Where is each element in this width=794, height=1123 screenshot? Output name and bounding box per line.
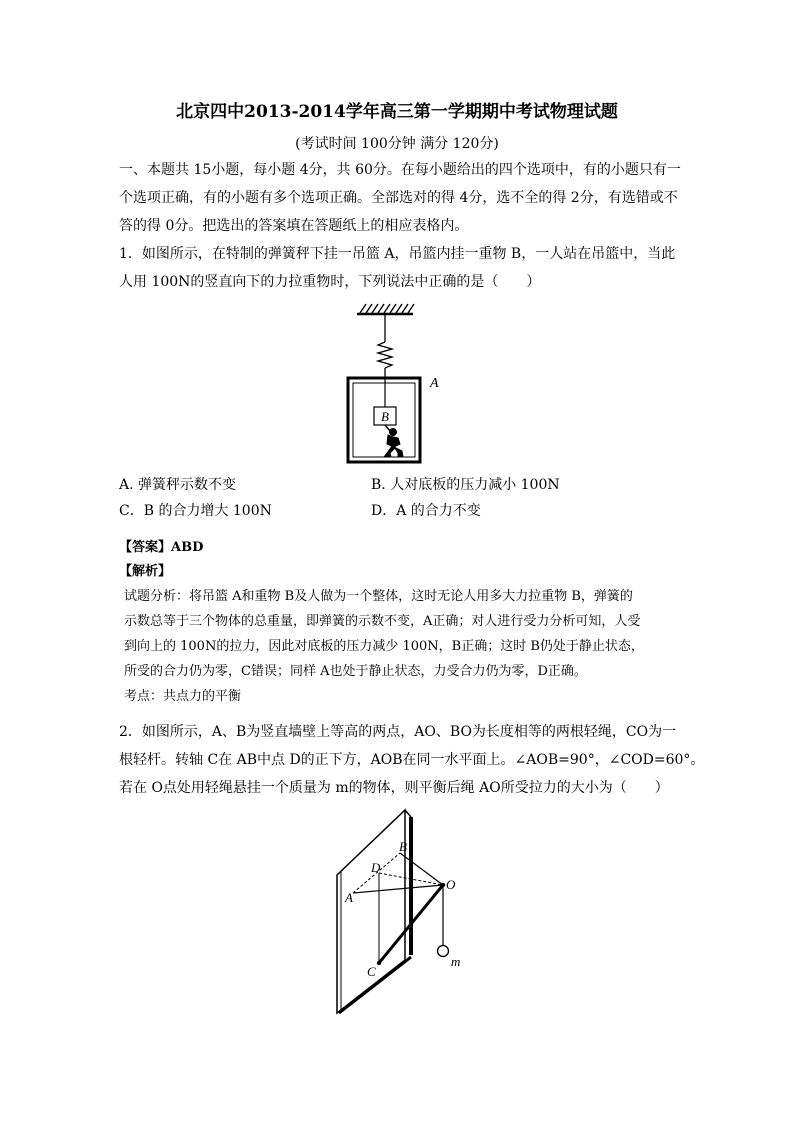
label-a: A (345, 890, 353, 905)
option-a: A. 弹簧秤示数不变 (119, 477, 237, 493)
analysis-line2: 示数总等于三个物体的总重量，即弹簧的示数不变，A正确；对人进行受力分析可知，人受 (124, 614, 641, 629)
analysis-heading: 【解析】 (119, 564, 172, 579)
figure-1-spring-basket (340, 298, 460, 468)
option-c: C．B 的合力增大 100N (119, 503, 272, 519)
label-o: O (446, 877, 456, 892)
analysis-line1: 试题分析：将吊篮 A和重物 B及人做为一个整体，这时无论人用多大力拉重物 B，弹簧的 (124, 589, 633, 604)
question-1-line1: 1．如图所示，在特制的弹簧秤下挂一吊篮 A，吊篮内挂一重物 B，一人站在吊篮中，当此 (119, 246, 676, 262)
analysis-line3: 到向上的 100N的拉力，因此对底板的压力减少 100N，B正确；这时 B仍处于静止状态， (124, 639, 644, 654)
exam-info: (考试时间 100分钟 满分 120分) (295, 136, 499, 152)
topic-note: 考点：共点力的平衡 (124, 689, 242, 704)
label-d: D (371, 860, 381, 875)
question-2-line1: 2．如图所示，A、B为竖直墙壁上等高的两点，AO、BO为长度相等的两根轻绳，CO为一 (119, 724, 677, 740)
spring (378, 315, 392, 378)
label-a: A (430, 376, 439, 391)
label-b: B (381, 409, 389, 424)
section-instructions-line1: 一、本题共 15小题，每小题 4分，共 60分。在每小题给出的四个选项中，有的小题只有一 (119, 162, 681, 178)
section-instructions-line3: 答的得 0分。把选出的答案填在答题纸上的相应表格内。 (119, 218, 469, 234)
question-1-line2: 人用 100N的竖直向下的力拉重物时，下列说法中正确的是（ ） (119, 274, 541, 290)
page-title: 北京四中2013-2014学年高三第一学期期中考试物理试题 (176, 102, 618, 122)
option-b: B. 人对底板的压力减小 100N (371, 477, 560, 493)
label-b: B (399, 839, 407, 854)
person-figure (384, 425, 403, 457)
analysis-line4: 所受的合力仍为零，C错误；同样 A也处于静止状态，力受合力仍为零，D正确。 (124, 664, 587, 679)
ceiling-hatch (357, 304, 414, 314)
question-2-line3: 若在 O点处用轻绳悬挂一个质量为 m的物体，则平衡后绳 AO所受拉力的大小为（ ） (119, 780, 669, 796)
mass-m (438, 946, 449, 957)
pivot-c (377, 961, 381, 965)
option-d: D．A 的合力不变 (371, 503, 481, 519)
question-2-line2: 根轻杆。转轴 C在 AB中点 D的正下方，AOB在同一水平面上。∠AOB=90°，∠COD=60°。 (119, 752, 705, 768)
figure-2-wall-rope-rod (325, 805, 475, 1015)
label-m: m (451, 954, 461, 969)
label-c: C (367, 964, 376, 979)
answer: 【答案】ABD (119, 540, 204, 555)
section-instructions-line2: 个选项正确，有的小题有多个选项正确。全部选对的得 4分，选不全的得 2分，有选错或不 (119, 190, 678, 206)
